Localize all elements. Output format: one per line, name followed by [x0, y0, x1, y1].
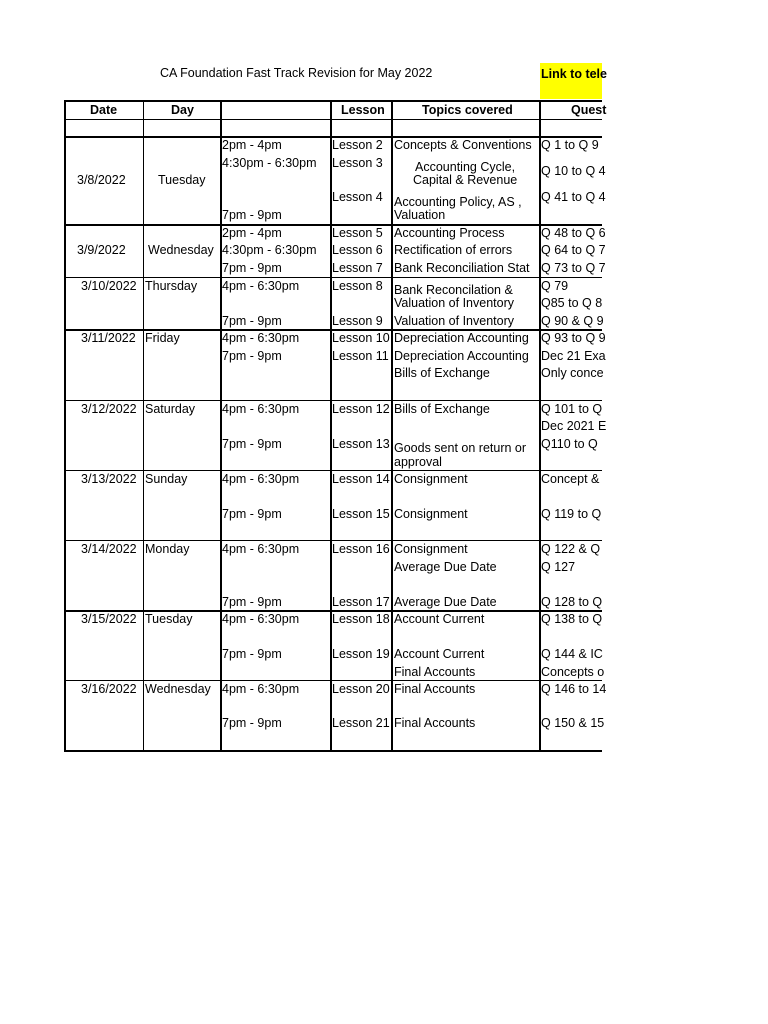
question-cell: Only conce: [541, 366, 604, 380]
lesson-cell: Lesson 9: [332, 314, 383, 328]
topic-cell: Valuation of Inventory: [394, 314, 514, 328]
lesson-cell: Lesson 3: [332, 156, 383, 170]
day-cell: Wednesday: [145, 682, 211, 696]
header-date: Date: [90, 103, 118, 117]
question-cell: Concepts o: [541, 665, 605, 679]
day-cell: Friday: [145, 331, 180, 345]
topic-cell: Goods sent on return or: [394, 441, 527, 455]
grid-line: [64, 119, 602, 120]
date-cell: 3/16/2022: [81, 682, 137, 696]
topic-cell: Concepts & Conventions: [394, 138, 532, 152]
lesson-cell: Lesson 2: [332, 138, 383, 152]
time-cell: 7pm - 9pm: [222, 349, 282, 363]
time-cell: 7pm - 9pm: [222, 595, 282, 609]
time-cell: 7pm - 9pm: [222, 647, 282, 661]
date-cell: 3/11/2022: [81, 331, 136, 345]
date-cell: 3/13/2022: [81, 472, 137, 486]
time-cell: 4pm - 6:30pm: [222, 402, 300, 416]
grid-line: [143, 100, 144, 752]
question-cell: Q 144 & IC: [541, 647, 603, 661]
grid-line: [64, 100, 66, 752]
lesson-cell: Lesson 12: [332, 402, 390, 416]
question-cell: Q 10 to Q 4: [541, 164, 606, 178]
day-cell: Saturday: [145, 402, 196, 416]
question-cell: Dec 2021 E: [541, 419, 607, 433]
time-cell: 4pm - 6:30pm: [222, 331, 300, 345]
question-cell: Q 146 to 14: [541, 682, 607, 696]
topic-cell: Average Due Date: [394, 560, 497, 574]
question-cell: Q 150 & 15: [541, 716, 605, 730]
topic-cell: Valuation of Inventory: [394, 296, 514, 310]
date-cell: 3/10/2022: [81, 279, 137, 293]
header-lesson: Lesson: [341, 103, 385, 117]
topic-cell: Bills of Exchange: [394, 366, 490, 380]
lesson-cell: Lesson 15: [332, 507, 390, 521]
question-cell: Q 1 to Q 9: [541, 138, 599, 152]
time-cell: 4pm - 6:30pm: [222, 682, 300, 696]
date-cell: 3/14/2022: [81, 542, 137, 556]
day-cell: Thursday: [145, 279, 198, 293]
time-cell: 4:30pm - 6:30pm: [222, 243, 317, 257]
time-cell: 7pm - 9pm: [222, 261, 282, 275]
lesson-cell: Lesson 5: [332, 226, 383, 240]
date-cell: 3/12/2022: [81, 402, 137, 416]
time-cell: 7pm - 9pm: [222, 716, 282, 730]
question-cell: Concept &: [541, 472, 600, 486]
lesson-cell: Lesson 11: [332, 349, 389, 363]
question-cell: Q 127: [541, 560, 576, 574]
topic-cell: Bills of Exchange: [394, 402, 490, 416]
topic-cell: Final Accounts: [394, 665, 476, 679]
topic-cell: Consignment: [394, 507, 468, 521]
lesson-cell: Lesson 4: [332, 190, 383, 204]
topic-cell: Accounting Cycle,: [415, 160, 516, 174]
question-cell: Q 122 & Q: [541, 542, 601, 556]
day-cell: Tuesday: [145, 612, 193, 626]
sheet-title: CA Foundation Fast Track Revision for May 2022: [160, 66, 433, 80]
question-cell: Dec 21 Exa: [541, 349, 606, 363]
date-cell: 3/15/2022: [81, 612, 137, 626]
header-day: Day: [171, 103, 194, 117]
grid-line: [391, 100, 393, 752]
question-cell: Q 93 to Q 9: [541, 331, 606, 345]
lesson-cell: Lesson 16: [332, 542, 390, 556]
question-cell: Q 64 to Q 7: [541, 243, 606, 257]
lesson-cell: Lesson 20: [332, 682, 390, 696]
grid-line: [64, 277, 602, 278]
day-cell: Tuesday: [158, 173, 206, 187]
time-cell: 4pm - 6:30pm: [222, 472, 300, 486]
topic-cell: Rectification of errors: [394, 243, 513, 257]
topic-cell: Account Current: [394, 647, 485, 661]
lesson-cell: Lesson 6: [332, 243, 383, 257]
grid-line: [64, 750, 602, 752]
question-cell: Q 41 to Q 4: [541, 190, 606, 204]
telegram-link-text[interactable]: Link to tele: [541, 67, 607, 81]
topic-cell: Bank Reconcilation &: [394, 283, 513, 297]
lesson-cell: Lesson 14: [332, 472, 390, 486]
question-cell: Q 73 to Q 7: [541, 261, 606, 275]
header-topics: Topics covered: [422, 103, 513, 117]
question-cell: Q 101 to Q: [541, 402, 603, 416]
date-cell: 3/8/2022: [77, 173, 126, 187]
lesson-cell: Lesson 10: [332, 331, 390, 345]
time-cell: 7pm - 9pm: [222, 208, 282, 222]
time-cell: 2pm - 4pm: [222, 138, 282, 152]
topic-cell: Account Current: [394, 612, 485, 626]
grid-line: [64, 540, 602, 541]
topic-cell: Consignment: [394, 542, 468, 556]
question-cell: Q110 to Q: [541, 437, 598, 451]
topic-cell: Final Accounts: [394, 716, 476, 730]
grid-line: [64, 400, 602, 401]
time-cell: 4pm - 6:30pm: [222, 279, 300, 293]
time-cell: 2pm - 4pm: [222, 226, 282, 240]
topic-cell: Final Accounts: [394, 682, 476, 696]
lesson-cell: Lesson 7: [332, 261, 383, 275]
date-cell: 3/9/2022: [77, 243, 126, 257]
lesson-cell: Lesson 13: [332, 437, 390, 451]
lesson-cell: Lesson 18: [332, 612, 390, 626]
topic-cell: Average Due Date: [394, 595, 497, 609]
question-cell: Q 138 to Q: [541, 612, 603, 626]
lesson-cell: Lesson 17: [332, 595, 390, 609]
lesson-cell: Lesson 21: [332, 716, 390, 730]
topic-cell: approval: [394, 455, 442, 469]
question-cell: Q 90 & Q 9: [541, 314, 604, 328]
question-cell: Q 79: [541, 279, 569, 293]
lesson-cell: Lesson 8: [332, 279, 383, 293]
topic-cell: Consignment: [394, 472, 468, 486]
time-cell: 4pm - 6:30pm: [222, 542, 300, 556]
topic-cell: Depreciation Accounting: [394, 331, 529, 345]
day-cell: Monday: [145, 542, 190, 556]
topic-cell: Bank Reconciliation Stat: [394, 261, 530, 275]
time-cell: 4pm - 6:30pm: [222, 612, 300, 626]
grid-line: [64, 680, 602, 681]
question-cell: Q 128 to Q: [541, 595, 603, 609]
question-cell: Q 119 to Q: [541, 507, 602, 521]
grid-line: [64, 470, 602, 471]
topic-cell: Accounting Policy, AS ,: [394, 195, 522, 209]
topic-cell: Valuation: [394, 208, 446, 222]
header-questions: Quest: [571, 103, 607, 117]
time-cell: 7pm - 9pm: [222, 507, 282, 521]
lesson-cell: Lesson 19: [332, 647, 390, 661]
topic-cell: Capital & Revenue: [413, 173, 518, 187]
day-cell: Sunday: [145, 472, 188, 486]
time-cell: 4:30pm - 6:30pm: [222, 156, 317, 170]
day-cell: Wednesday: [148, 243, 214, 257]
topic-cell: Depreciation Accounting: [394, 349, 529, 363]
topic-cell: Accounting Process: [394, 226, 505, 240]
grid-line: [64, 100, 602, 102]
question-cell: Q 48 to Q 6: [541, 226, 606, 240]
time-cell: 7pm - 9pm: [222, 314, 282, 328]
question-cell: Q85 to Q 8: [541, 296, 603, 310]
time-cell: 7pm - 9pm: [222, 437, 282, 451]
